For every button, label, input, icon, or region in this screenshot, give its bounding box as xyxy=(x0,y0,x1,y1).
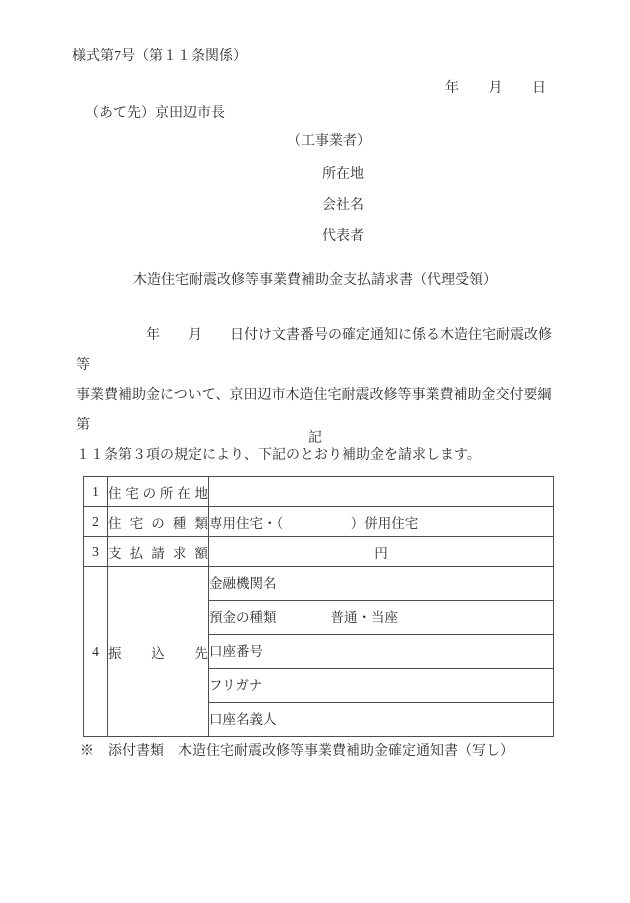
date-field: 年 月 日 xyxy=(445,81,547,96)
row-number-cell: 3 xyxy=(84,537,108,567)
house-type-value-cell: 専用住宅・（ ）併用住宅 xyxy=(209,507,554,537)
row-label-cell xyxy=(108,507,209,537)
account-number-cell: 口座番号 xyxy=(209,635,554,669)
bank-name-cell: 金融機関名 xyxy=(209,567,554,601)
table-row-residence xyxy=(84,477,554,507)
paragraph-line: １１条第３項の規定により、下記のとおり補助金を請求します。 xyxy=(76,448,481,463)
body-paragraph xyxy=(76,321,556,471)
paragraph-line: 事業費補助金について、京田辺市木造住宅耐震改修等事業費補助金交付要綱第 xyxy=(76,388,552,433)
company-field-label: 会社名 xyxy=(322,198,364,213)
addressee-label: （あて先）京田辺市長 xyxy=(85,106,225,121)
row-label-text: 住 宅 の 所 在 地 xyxy=(108,485,208,501)
table-row-house-type xyxy=(84,507,554,537)
amount-value-cell: 円 xyxy=(209,537,554,567)
request-table xyxy=(83,476,554,737)
representative-field-label: 代表者 xyxy=(322,229,364,244)
table-row-transfer xyxy=(84,567,554,601)
row-label-text: 振 込 先 xyxy=(108,645,208,661)
furigana-cell: フリガナ xyxy=(209,669,554,703)
table-row-payment-amount xyxy=(84,537,554,567)
row-label-text: 住 宅 の 種 類 xyxy=(108,515,208,531)
attachment-note: ※ 添付書類 木造住宅耐震改修等事業費補助金確定通知書（写し） xyxy=(80,744,514,759)
row-label-cell xyxy=(108,477,209,507)
row-number-cell: 4 xyxy=(84,567,108,737)
row-number-cell: 2 xyxy=(84,507,108,537)
row-label-cell xyxy=(108,537,209,567)
section-marker-ki: 記 xyxy=(308,431,322,446)
account-type-cell: 預金の種類 普通・当座 xyxy=(209,601,554,635)
residence-value-cell xyxy=(209,477,554,507)
account-holder-cell: 口座名義人 xyxy=(209,703,554,737)
row-label-cell xyxy=(108,567,209,737)
form-number-label: 様式第7号（第１１条関係） xyxy=(72,49,247,64)
row-label-text: 支 払 請 求 額 xyxy=(108,545,208,561)
row-number-cell: 1 xyxy=(84,477,108,507)
address-field-label: 所在地 xyxy=(322,167,364,182)
contractor-section-label: （工事業者） xyxy=(287,134,371,149)
paragraph-line: 年 月 日付け文書番号の確定通知に係る木造住宅耐震改修等 xyxy=(76,328,552,373)
document-title: 木造住宅耐震改修等事業費補助金支払請求書（代理受領） xyxy=(133,273,497,288)
